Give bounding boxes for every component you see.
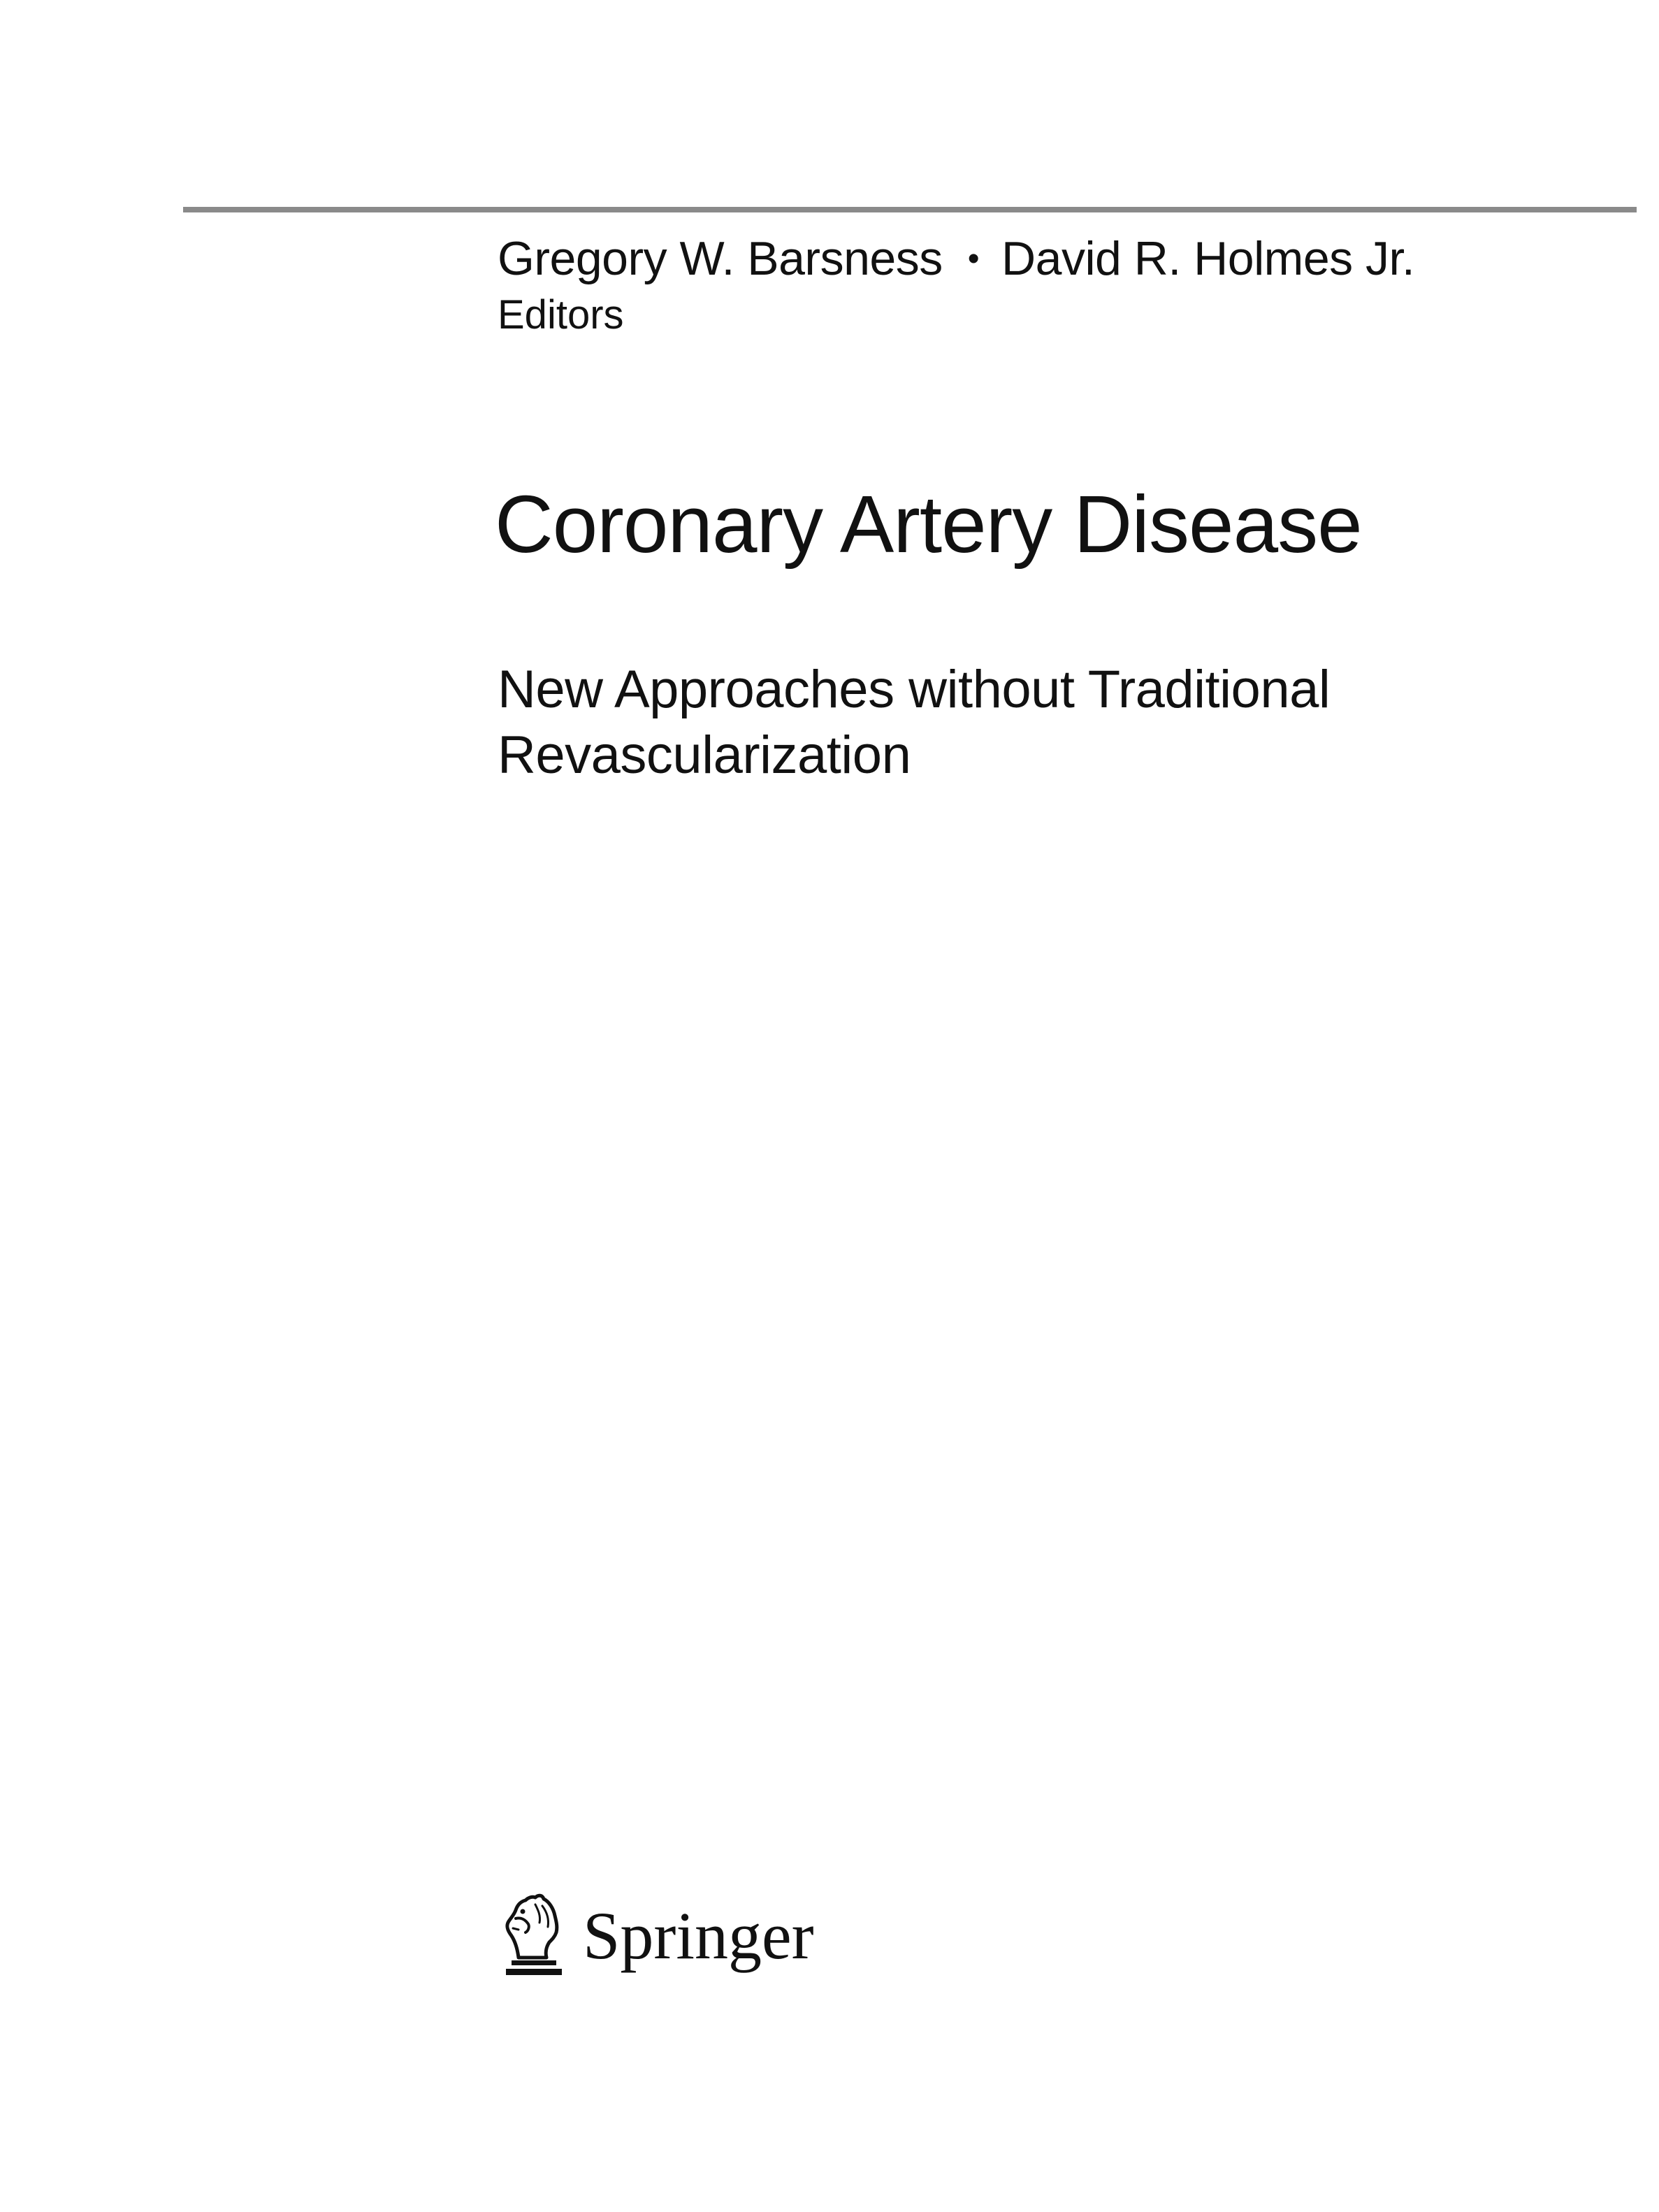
top-rule <box>183 207 1637 212</box>
editors-names <box>498 231 1616 290</box>
editors-role: Editors <box>498 292 624 338</box>
book-subtitle <box>498 657 1616 788</box>
book-title: Coronary Artery Disease <box>495 479 1362 570</box>
subtitle-line-2: Revascularization <box>498 725 911 785</box>
editors-block <box>498 231 1616 340</box>
publisher-name: Springer <box>583 1898 814 1973</box>
chess-knight-icon <box>498 1891 567 1981</box>
editor-name-1: Gregory W. Barsness <box>498 232 943 285</box>
publisher <box>498 1887 814 1985</box>
editor-name-2: David R. Holmes Jr. <box>1001 232 1415 285</box>
editor-separator: • <box>967 240 980 278</box>
subtitle-line-1: New Approaches without Traditional <box>498 660 1331 719</box>
